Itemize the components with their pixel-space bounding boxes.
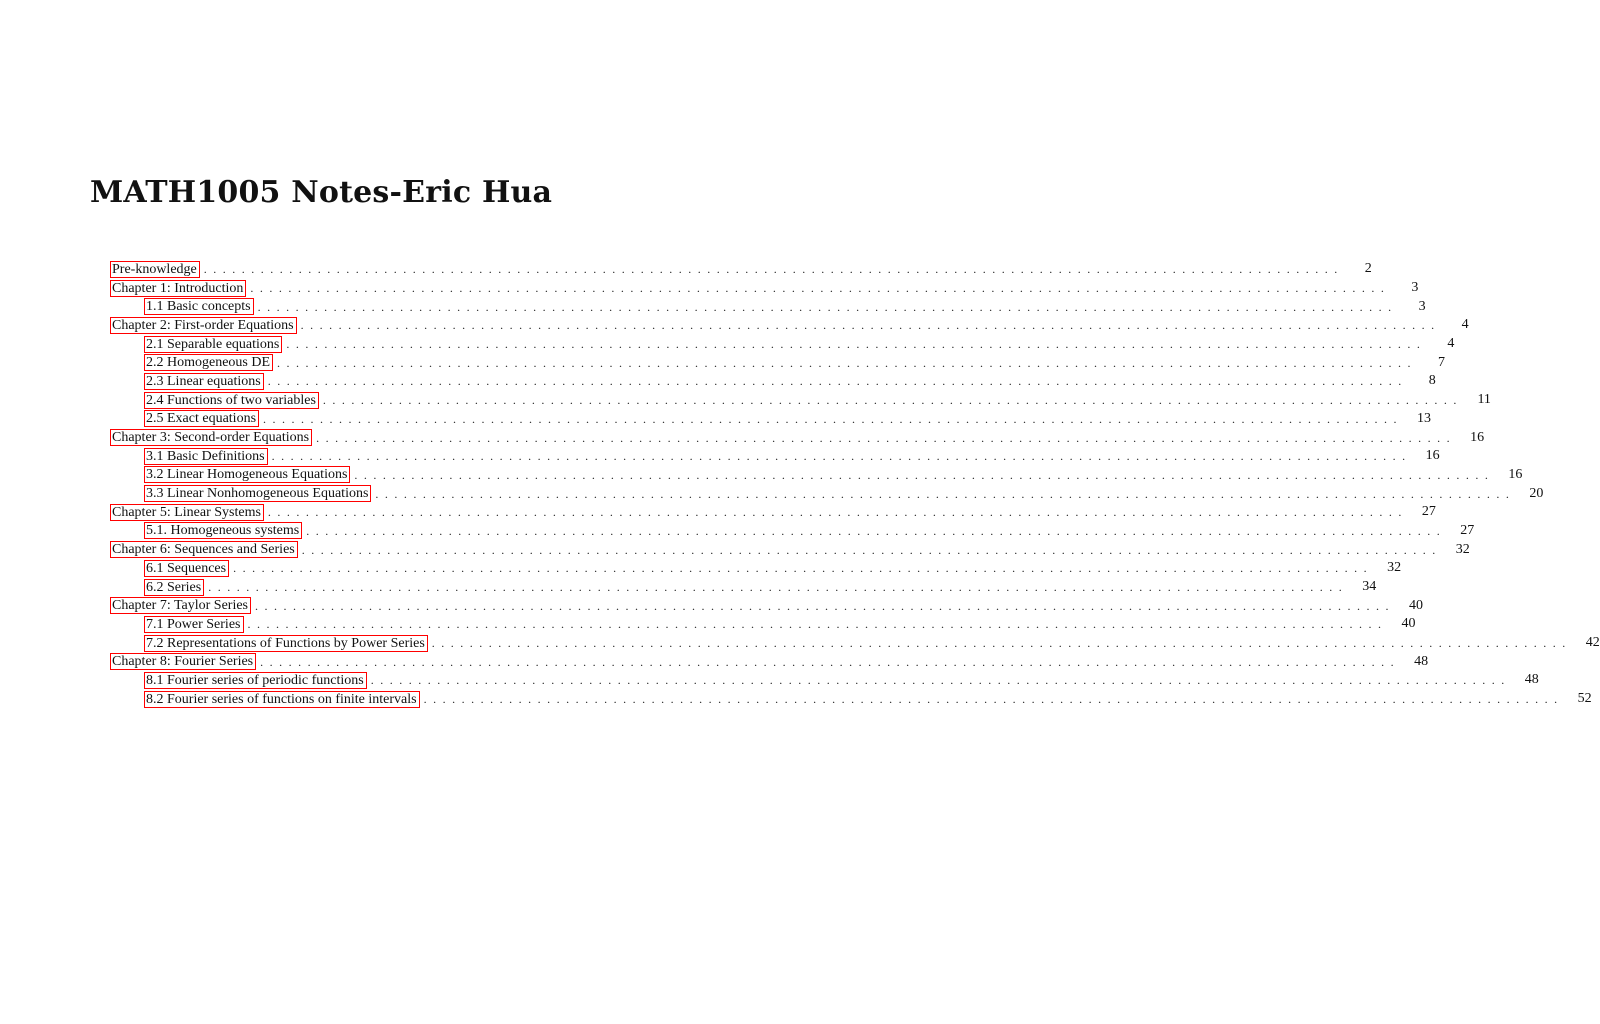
toc-dot-leader: ........................................................................................................................ [267, 505, 1408, 520]
toc-dot-leader: ........................................................................................................................ [322, 393, 1463, 408]
toc-dot-leader: ........................................................................................................................ [277, 355, 1418, 370]
toc-link[interactable]: 3.1 Basic Definitions [144, 448, 268, 465]
toc-link[interactable]: 6.2 Series [144, 579, 204, 596]
toc-entry [110, 578, 1377, 597]
toc-entry [110, 466, 1523, 485]
toc-page-number: 2 [1364, 261, 1372, 277]
toc-link[interactable]: Chapter 5: Linear Systems [110, 504, 264, 521]
toc-page-number: 48 [1524, 672, 1539, 688]
toc-entry [110, 652, 1429, 671]
toc-entry [110, 335, 1455, 354]
toc-entry [110, 353, 1446, 372]
toc-page-number: 3 [1411, 280, 1419, 296]
page-title: MATH1005 Notes-Eric Hua [90, 175, 553, 210]
toc-entry [110, 690, 1592, 709]
toc-dot-leader: ........................................................................................................................ [431, 636, 1572, 651]
toc-entry [110, 428, 1485, 447]
toc-page-number: 20 [1529, 485, 1544, 501]
toc-entry [110, 671, 1539, 690]
toc-entry [110, 615, 1416, 634]
toc-page-number: 34 [1362, 579, 1377, 595]
toc-page-number: 27 [1460, 522, 1475, 538]
toc-page-number: 3 [1418, 298, 1426, 314]
toc-entry [110, 522, 1475, 541]
toc-page-number: 32 [1455, 541, 1470, 557]
toc-page-number: 13 [1417, 410, 1432, 426]
toc-dot-leader: ........................................................................................................................ [300, 318, 1441, 333]
toc-page-number: 16 [1508, 466, 1523, 482]
toc-entry [110, 503, 1436, 522]
toc-dot-leader: ........................................................................................................................ [255, 598, 1396, 613]
toc-dot-leader: ........................................................................................................................ [375, 486, 1516, 501]
toc-entry [110, 279, 1419, 298]
toc-dot-leader: ........................................................................................................................ [423, 692, 1564, 707]
toc-dot-leader: ........................................................................................................................ [250, 281, 1391, 296]
toc-dot-leader: ........................................................................................................................ [306, 523, 1447, 538]
toc-dot-leader: ........................................................................................................................ [370, 673, 1511, 688]
toc-entry [110, 559, 1402, 578]
toc-entry [110, 410, 1432, 429]
toc-link[interactable]: 2.4 Functions of two variables [144, 392, 319, 409]
toc-dot-leader: ........................................................................................................................ [316, 430, 1457, 445]
toc-page-number: 4 [1447, 336, 1455, 352]
toc-link[interactable]: 8.1 Fourier series of periodic functions [144, 672, 367, 689]
toc-link[interactable]: 6.1 Sequences [144, 560, 229, 577]
toc-page-number: 7 [1438, 354, 1446, 370]
toc-dot-leader: ........................................................................................................................ [267, 374, 1408, 389]
toc-dot-leader: ........................................................................................................................ [233, 561, 1374, 576]
toc-entry [110, 634, 1600, 653]
table-of-contents [110, 260, 1600, 709]
toc-entry [110, 540, 1470, 559]
toc-link[interactable]: 7.2 Representations of Functions by Power Series [144, 635, 428, 652]
toc-page-number: 8 [1428, 373, 1436, 389]
toc-page-number: 16 [1425, 448, 1440, 464]
toc-page-number: 52 [1577, 691, 1592, 707]
toc-dot-leader: ........................................................................................................................ [260, 654, 1401, 669]
toc-link[interactable]: 5.1. Homogeneous systems [144, 522, 302, 539]
toc-link[interactable]: Chapter 3: Second-order Equations [110, 429, 312, 446]
toc-link[interactable]: 3.3 Linear Nonhomogeneous Equations [144, 485, 371, 502]
toc-entry [110, 596, 1424, 615]
toc-entry [110, 372, 1436, 391]
toc-link[interactable]: Chapter 7: Taylor Series [110, 597, 251, 614]
toc-dot-leader: ........................................................................................................................ [286, 337, 1427, 352]
toc-dot-leader: ........................................................................................................................ [208, 580, 1349, 595]
toc-page-number: 32 [1387, 560, 1402, 576]
toc-dot-leader: ........................................................................................................................ [247, 617, 1388, 632]
toc-entry [110, 484, 1544, 503]
toc-link[interactable]: 2.5 Exact equations [144, 410, 259, 427]
toc-entry [110, 447, 1440, 466]
toc-dot-leader: ........................................................................................................................ [271, 449, 1412, 464]
toc-link[interactable]: Chapter 6: Sequences and Series [110, 541, 298, 558]
toc-page-number: 48 [1414, 653, 1429, 669]
toc-page-number: 40 [1401, 616, 1416, 632]
toc-link[interactable]: 7.1 Power Series [144, 616, 244, 633]
toc-entry [110, 391, 1491, 410]
toc-link[interactable]: Chapter 8: Fourier Series [110, 653, 256, 670]
toc-page-number: 27 [1421, 504, 1436, 520]
toc-dot-leader: ........................................................................................................................ [301, 542, 1442, 557]
toc-entry [110, 260, 1372, 279]
toc-link[interactable]: 2.1 Separable equations [144, 336, 282, 353]
toc-dot-leader: ........................................................................................................................ [263, 411, 1404, 426]
toc-link[interactable]: Pre-knowledge [110, 261, 200, 278]
toc-page-number: 42 [1585, 635, 1600, 651]
toc-dot-leader: ........................................................................................................................ [203, 262, 1344, 277]
toc-entry [110, 316, 1469, 335]
toc-page-number: 16 [1470, 429, 1485, 445]
toc-link[interactable]: 2.2 Homogeneous DE [144, 354, 273, 371]
toc-page-number: 40 [1409, 597, 1424, 613]
toc-link[interactable]: Chapter 1: Introduction [110, 280, 246, 297]
toc-entry [110, 297, 1426, 316]
toc-dot-leader: ........................................................................................................................ [354, 467, 1495, 482]
toc-link[interactable]: 8.2 Fourier series of functions on finite intervals [144, 691, 420, 708]
toc-link[interactable]: 3.2 Linear Homogeneous Equations [144, 466, 350, 483]
toc-link[interactable]: 2.3 Linear equations [144, 373, 264, 390]
toc-dot-leader: ........................................................................................................................ [257, 299, 1398, 314]
toc-page-number: 4 [1461, 317, 1469, 333]
toc-page-number: 11 [1477, 392, 1491, 408]
toc-link[interactable]: Chapter 2: First-order Equations [110, 317, 297, 334]
toc-link[interactable]: 1.1 Basic concepts [144, 298, 254, 315]
